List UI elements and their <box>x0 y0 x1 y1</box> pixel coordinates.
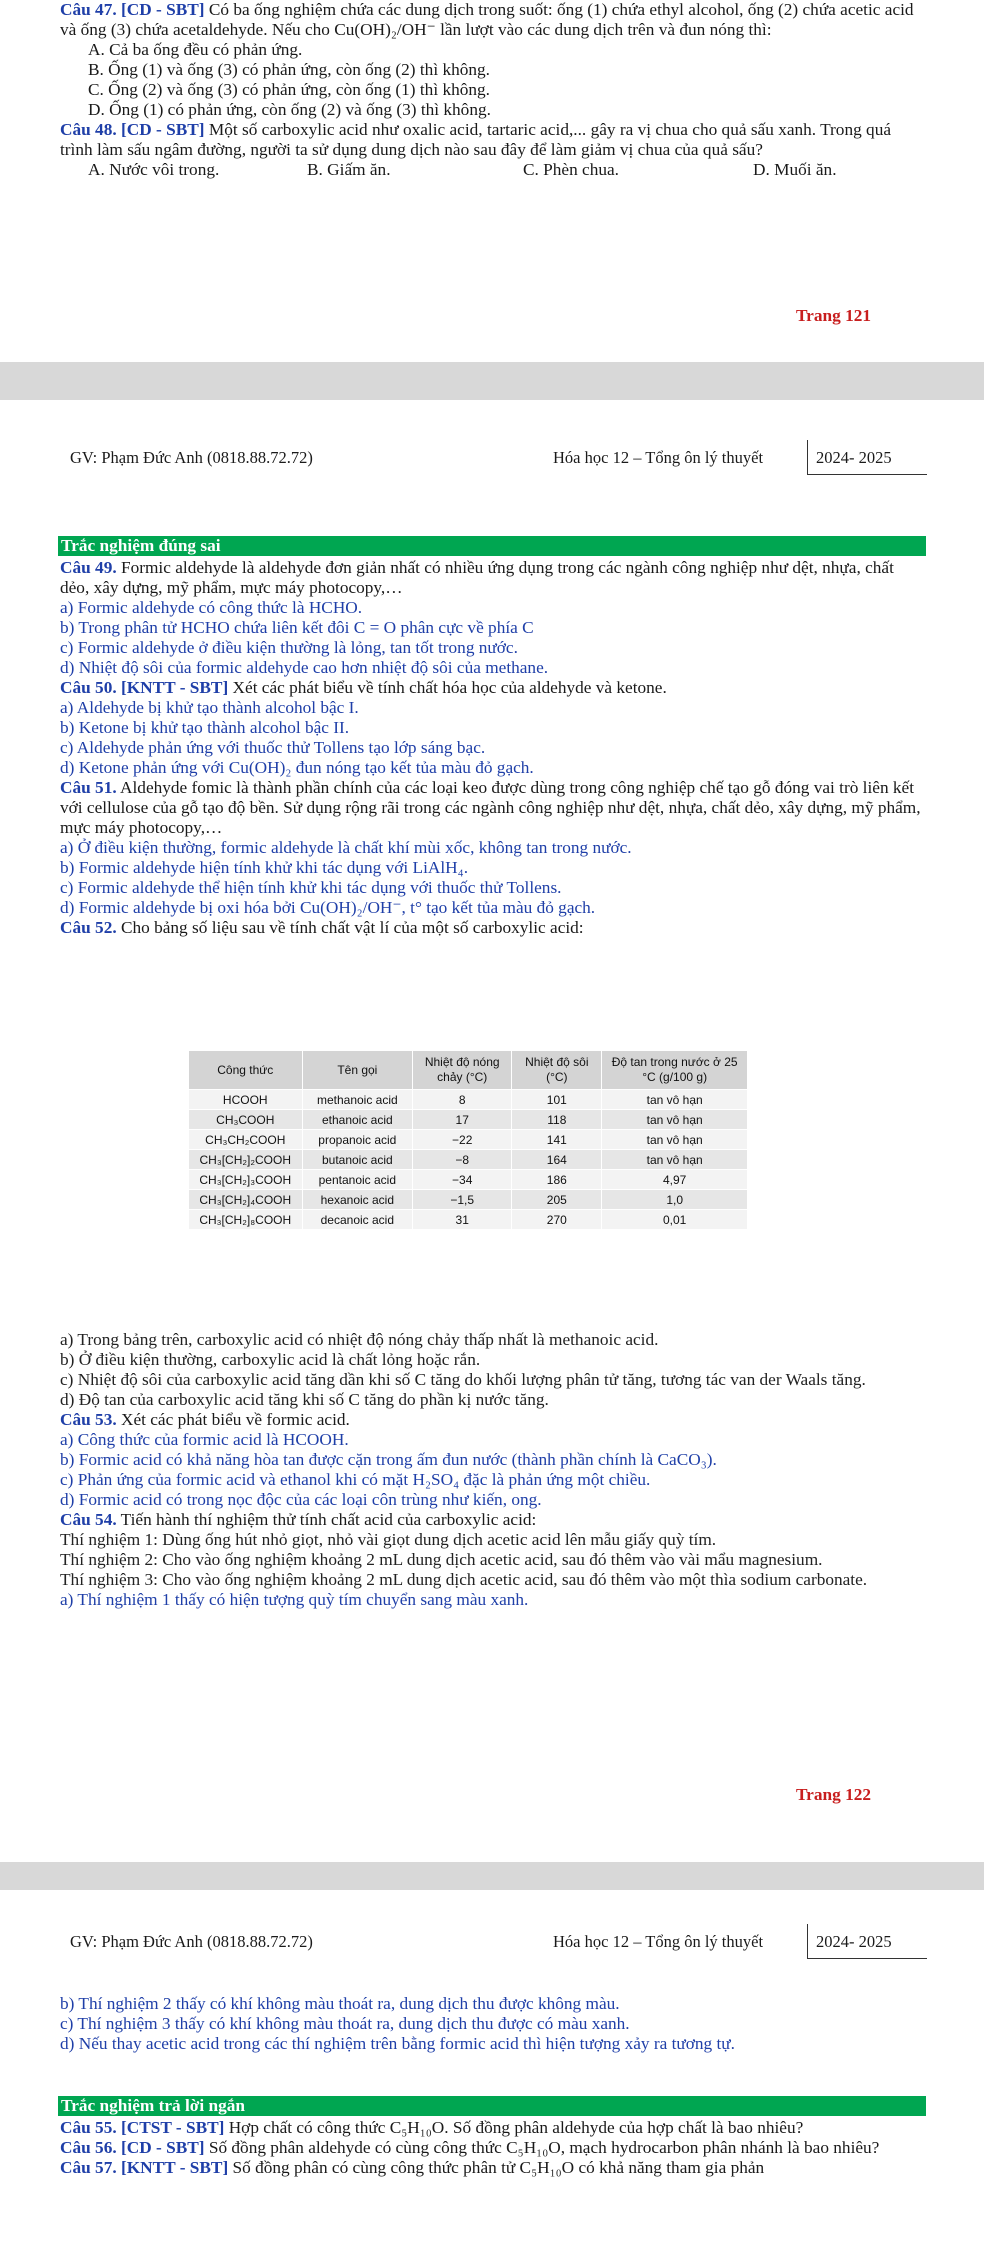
questions-49-51 <box>60 558 926 938</box>
question-text: Xét các phát biểu về tính chất hóa học của aldehyde và ketone. <box>228 678 667 697</box>
question-text: Số đồng phân có cùng công thức phân tử C₅H₁₀O có khả năng tham gia phản <box>228 2158 765 2177</box>
statement: a) Thí nghiệm 1 thấy có hiện tượng quỳ tím chuyển sang màu xanh. <box>60 1590 529 1609</box>
cell: tan vô hạn <box>602 1090 748 1110</box>
school-year: 2024- 2025 <box>816 1932 892 1951</box>
statement: c) Formic aldehyde thể hiện tính khử khi tác dụng với thuốc thử Tollens. <box>60 878 562 897</box>
statement: d) Formic acid có trong nọc độc của các loại côn trùng như kiến, ong. <box>60 1490 542 1509</box>
col-header: Nhiệt độ sôi (°C) <box>512 1051 602 1090</box>
questions-55-57 <box>60 2118 926 2178</box>
question-text: Một số carboxylic acid như oxalic acid, tartaric acid,... gây ra vị chua cho quả sấu xanh. Trong quá trình làm sấu ngâm đường, người ta sử dụng dung dịch nào sau đây để làm giảm vị chua của quả sấu? <box>60 120 892 159</box>
cell: 17 <box>413 1110 512 1130</box>
table-row <box>189 1150 748 1170</box>
question-54-continued <box>60 1994 926 2054</box>
cell: 0,01 <box>602 1210 748 1230</box>
statement: a) Aldehyde bị khử tạo thành alcohol bậc I. <box>60 698 359 717</box>
statement: b) Formic aldehyde hiện tính khử khi tác dụng với LiAlH₄. <box>60 858 469 877</box>
cell: 1,0 <box>602 1190 748 1210</box>
table-row <box>189 1190 748 1210</box>
statement: a) Ở điều kiện thường, formic aldehyde là chất khí mùi xốc, không tan trong nước. <box>60 838 632 857</box>
cell: 31 <box>413 1210 512 1230</box>
table-row <box>189 1130 748 1150</box>
cell: CH₃[CH₂]₂COOH <box>189 1150 303 1170</box>
cell: 118 <box>512 1110 602 1130</box>
cell: ethanoic acid <box>302 1110 413 1130</box>
page-number: Trang 122 <box>795 1785 871 1804</box>
cell: 205 <box>512 1190 602 1210</box>
cell: methanoic acid <box>302 1090 413 1110</box>
col-header: Công thức <box>189 1051 303 1090</box>
question-text: Xét các phát biểu về formic acid. <box>116 1410 350 1429</box>
questions-52-54 <box>60 1330 926 1610</box>
options-row <box>60 160 926 182</box>
option: C. Ống (2) và ống (3) có phản ứng, còn ống (1) thì không. <box>88 80 490 99</box>
carboxylic-acid-table <box>188 1050 748 1230</box>
cell: −1,5 <box>413 1190 512 1210</box>
option: B. Ống (1) và ống (3) có phản ứng, còn ống (2) thì không. <box>88 60 490 79</box>
cell: −22 <box>413 1130 512 1150</box>
school-year: 2024- 2025 <box>816 448 892 467</box>
option: C. Phèn chua. <box>523 160 619 179</box>
cell: −8 <box>413 1150 512 1170</box>
question-text: Tiến hành thí nghiệm thử tính chất acid của carboxylic acid: <box>116 1510 537 1529</box>
question-label: Câu 48. [CD - SBT] <box>60 120 205 139</box>
cell: tan vô hạn <box>602 1130 748 1150</box>
section-heading-short-answer: Trắc nghiệm trả lời ngắn <box>58 2096 926 2116</box>
experiment: Thí nghiệm 2: Cho vào ống nghiệm khoảng 2 mL dung dịch acetic acid, sau đó thêm vào vài mẩu magnesium. <box>60 1550 823 1569</box>
question-text: Cho bảng số liệu sau về tính chất vật lí của một số carboxylic acid: <box>116 918 584 937</box>
cell: 4,97 <box>602 1170 748 1190</box>
question-text: Aldehyde fomic là thành phần chính của các loại keo được dùng trong công nghiệp chế tạo gỗ đóng vai trò liên kết với cellulose của gỗ tạo độ bền. Sử dụng rộng rãi trong các ngành công nghiệp như dệt, nhựa, chất dẻo, xây dựng, mỹ phẩm, mực máy photocopy,… <box>60 778 921 837</box>
question-label: Câu 50. [KNTT - SBT] <box>60 678 229 697</box>
col-header: Nhiệt độ nóng chảy (°C) <box>413 1051 512 1090</box>
question-label: Câu 55. [CTST - SBT] <box>60 2118 225 2137</box>
page-123 <box>0 1890 984 2258</box>
option: A. Nước vôi trong. <box>88 160 220 179</box>
cell: 164 <box>512 1150 602 1170</box>
cell: tan vô hạn <box>602 1150 748 1170</box>
option: D. Ống (1) có phản ứng, còn ống (2) và ống (3) thì không. <box>88 100 491 119</box>
course-title: Hóa học 12 – Tổng ôn lý thuyết <box>553 1932 764 1951</box>
table-row <box>189 1170 748 1190</box>
statement: b) Ketone bị khử tạo thành alcohol bậc II. <box>60 718 350 737</box>
cell: 141 <box>512 1130 602 1150</box>
question-label: Câu 49. <box>60 558 117 577</box>
option: A. Cả ba ống đều có phản ứng. <box>88 40 303 59</box>
question-label: Câu 52. <box>60 918 117 937</box>
cell: −34 <box>413 1170 512 1190</box>
experiment: Thí nghiệm 1: Dùng ống hút nhỏ giọt, nhỏ vài giọt dung dịch acetic acid lên mẫu giấy quỳ tím. <box>60 1530 717 1549</box>
statement: b) Formic acid có khả năng hòa tan được cặn trong ấm đun nước (thành phần chính là CaCO₃). <box>60 1450 717 1469</box>
statement: c) Phản ứng của formic acid và ethanol khi có mặt H₂SO₄ đặc là phản ứng một chiều. <box>60 1470 651 1489</box>
cell: butanoic acid <box>302 1150 413 1170</box>
option: D. Muối ăn. <box>753 160 837 179</box>
cell: 186 <box>512 1170 602 1190</box>
cell: propanoic acid <box>302 1130 413 1150</box>
cell: CH₃[CH₂]₈COOH <box>189 1210 303 1230</box>
cell: CH₃COOH <box>189 1110 303 1130</box>
question-47 <box>60 0 926 182</box>
cell: CH₃[CH₂]₄COOH <box>189 1190 303 1210</box>
question-text: Formic aldehyde là aldehyde đơn giản nhất có nhiều ứng dụng trong các ngành công nghiệp như dệt, nhựa, chất dẻo, xây dựng, mỹ phẩm, mực máy photocopy,… <box>60 558 894 597</box>
option: B. Giấm ăn. <box>307 160 391 179</box>
question-text: Hợp chất có công thức C₅H₁₀O. Số đồng phân aldehyde của hợp chất là bao nhiêu? <box>224 2118 804 2137</box>
page-header <box>0 1924 984 1958</box>
statement: c) Thí nghiệm 3 thấy có khí không màu thoát ra, dung dịch thu được có màu xanh. <box>60 2014 630 2033</box>
statement: d) Formic aldehyde bị oxi hóa bởi Cu(OH)₂/OH⁻, t° tạo kết tủa màu đỏ gạch. <box>60 898 596 917</box>
statement: c) Aldehyde phản ứng với thuốc thử Tollens tạo lớp sáng bạc. <box>60 738 486 757</box>
table-row <box>189 1090 748 1110</box>
teacher-name: GV: Phạm Đức Anh (0818.88.72.72) <box>70 448 313 467</box>
page-121 <box>0 0 984 362</box>
page-number: Trang 121 <box>795 306 871 325</box>
table-row <box>189 1110 748 1130</box>
cell: CH₃[CH₂]₃COOH <box>189 1170 303 1190</box>
experiment: Thí nghiệm 3: Cho vào ống nghiệm khoảng 2 mL dung dịch acetic acid, sau đó thêm vào một thìa sodium carbonate. <box>60 1570 868 1589</box>
statement: a) Trong bảng trên, carboxylic acid có nhiệt độ nóng chảy thấp nhất là methanoic acid. <box>60 1330 659 1349</box>
cell: 8 <box>413 1090 512 1110</box>
question-label: Câu 56. [CD - SBT] <box>60 2138 205 2157</box>
page-header <box>0 440 984 474</box>
statement: b) Trong phân tử HCHO chứa liên kết đôi C = O phân cực về phía C <box>60 618 534 637</box>
teacher-name: GV: Phạm Đức Anh (0818.88.72.72) <box>70 1932 313 1951</box>
section-heading-true-false: Trắc nghiệm đúng sai <box>58 536 926 556</box>
cell: hexanoic acid <box>302 1190 413 1210</box>
question-label: Câu 51. <box>60 778 117 797</box>
question-label: Câu 54. <box>60 1510 117 1529</box>
cell: 101 <box>512 1090 602 1110</box>
col-header: Tên gọi <box>302 1051 413 1090</box>
statement: a) Công thức của formic acid là HCOOH. <box>60 1430 349 1449</box>
question-label: Câu 47. [CD - SBT] <box>60 0 205 19</box>
cell: decanoic acid <box>302 1210 413 1230</box>
statement: b) Ở điều kiện thường, carboxylic acid là chất lỏng hoặc rắn. <box>60 1350 481 1369</box>
statement: c) Formic aldehyde ở điều kiện thường là lỏng, tan tốt trong nước. <box>60 638 518 657</box>
question-text: Số đồng phân aldehyde có cùng công thức C₅H₁₀O, mạch hydrocarbon phân nhánh là bao nhiêu? <box>204 2138 880 2157</box>
statement: d) Nếu thay acetic acid trong các thí nghiệm trên bằng formic acid thì hiện tượng xảy ra tương tự. <box>60 2034 735 2053</box>
question-label: Câu 53. <box>60 1410 117 1429</box>
statement: c) Nhiệt độ sôi của carboxylic acid tăng dần khi số C tăng do khối lượng phân tử tăng, tương tác van der Waals tăng. <box>60 1370 866 1389</box>
course-title: Hóa học 12 – Tổng ôn lý thuyết <box>553 448 764 467</box>
statement: d) Nhiệt độ sôi của formic aldehyde cao hơn nhiệt độ sôi của methane. <box>60 658 549 677</box>
cell: pentanoic acid <box>302 1170 413 1190</box>
cell: CH₃CH₂COOH <box>189 1130 303 1150</box>
question-text: Có ba ống nghiệm chứa các dung dịch trong suốt: ống (1) chứa ethyl alcohol, ống (2) chứa acetic acid và ống (3) chứa acetaldehyde. Nếu cho Cu(OH)₂/OH⁻ lần lượt vào các dung dịch trên và đun nóng thì: <box>60 0 914 39</box>
col-header: Độ tan trong nước ở 25 °C (g/100 g) <box>602 1051 748 1090</box>
cell: tan vô hạn <box>602 1110 748 1130</box>
statement: d) Độ tan của carboxylic acid tăng khi số C tăng do phần kị nước tăng. <box>60 1390 549 1409</box>
statement: b) Thí nghiệm 2 thấy có khí không màu thoát ra, dung dịch thu được không màu. <box>60 1994 620 2013</box>
cell: HCOOH <box>189 1090 303 1110</box>
table-row <box>189 1210 748 1230</box>
cell: 270 <box>512 1210 602 1230</box>
question-label: Câu 57. [KNTT - SBT] <box>60 2158 229 2177</box>
statement: d) Ketone phản ứng với Cu(OH)₂ đun nóng tạo kết tủa màu đỏ gạch. <box>60 758 534 777</box>
statement: a) Formic aldehyde có công thức là HCHO. <box>60 598 363 617</box>
